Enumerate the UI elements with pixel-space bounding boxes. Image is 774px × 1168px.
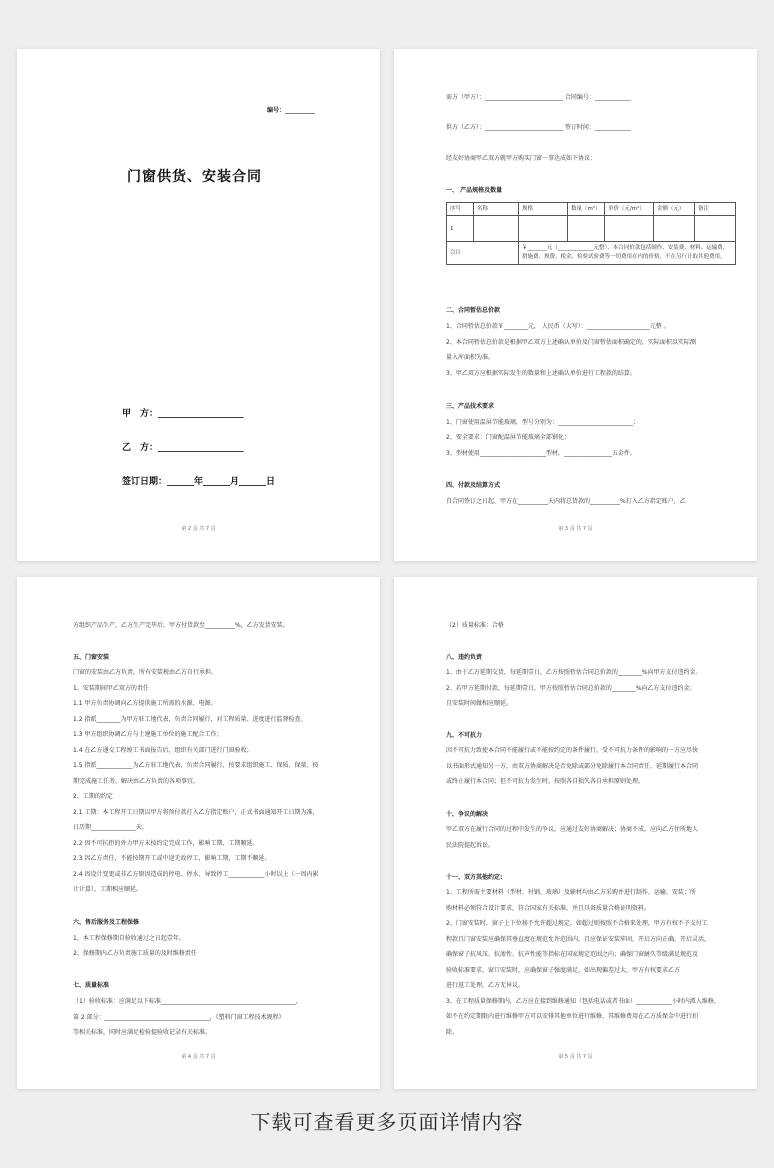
party-a-field: 甲 方：___________________ [122,409,244,419]
paragraph-line: 自合同签订之日起，甲方在__________天内将总货款的__________%打入乙方指定账户，乙 [446,498,686,505]
table-row [447,216,736,242]
paragraph-line: 1.5 指派____________为乙方驻工地代表，负责合同履行，按要求组织施工、保质、保量、按 [73,762,319,769]
paragraph-line: 2、保修期内乙方负责施工质量的及时维修责任 [73,950,197,957]
page-1 [17,49,380,561]
paragraph-line: 3、甲乙双方应根据实际发生的数量和上述确认单价进行工程款的结算。 [446,370,636,377]
table-cell [695,216,736,242]
paragraph-line: 且安装时间做相应顺延。 [446,700,513,707]
paragraph-line: 如不在约定期限内进行维修甲方可以安排其他单位进行维修，其维修费用在乙方质保金中进行扣 [446,1013,699,1020]
table-total-label: 合计 [447,242,519,265]
table-cell [474,216,519,242]
section-heading: 十、争议的解决 [446,811,489,818]
paragraph-line: 购材料必须符合设计要求，符合国家有关标准，并且具备质量合格证明资料。 [446,905,651,912]
paragraph-line: 或终止履行本合同；但不可抗力发生时，按照各自损失各自承担原则处理。 [446,778,645,785]
paragraph-line: 门窗的安装由乙方负责，所有安装税由乙方自行承担。 [73,669,218,676]
table-header-cell: 名称 [474,203,519,216]
table-header-cell: 单价（元/m²） [605,203,654,216]
paragraph-line: （2）质量标准：合格 [446,622,504,629]
paragraph-line: 2.2 因不可抗拒的外力甲方未按约定完成工作，影响工期，工期顺延。 [73,840,259,847]
page-footer: 第 2 页 共 7 页 [181,526,216,532]
paragraph-line: 以书面形式通知另一方，由双方协商解决是否免除或部分免除履行本合同责任、延期履行本合同 [446,763,699,770]
section-heading: 三、产品技术要求 [446,403,495,410]
paragraph-line: 1.3 甲方组织协调乙方与土建施工单位的施工配合工作； [73,731,223,738]
paragraph-line: 1、合同暂估总价款￥________元， 人民币（大写）：_____________________元整 。 [446,323,670,330]
paragraph-line: 1.4 在乙方递交工程竣工书面报告后，组织有关部门进行门窗验收； [73,747,253,754]
table-header-cell: 备注 [695,203,736,216]
paragraph-line: 验收标准要求，窗口安装时，应确保窗子强度满足，如出现偏差过大，甲方有权要求乙方 [446,967,681,974]
page-footer: 第 4 页 共 7 页 [181,1054,216,1060]
table-cell: 1 [447,216,474,242]
paragraph-line: 等相关标准，同时应满足检验提验收记录有关标准。 [73,1029,212,1036]
page-footer: 第 5 页 共 7 页 [558,1054,593,1060]
section-heading: 十一、双方其他约定: [446,874,503,881]
paragraph-line: 期完成施工任务，解决由乙方负责的各项事宜。 [73,778,200,785]
paragraph-line: 2、工期的约定 [73,793,113,800]
buyer-line: 需方（甲方）：__________________________ 合同编号：____________ [446,94,631,101]
section-heading: 一、 产品规格及数量 [446,187,503,194]
paragraph-line: 1.1 甲方负责协调向乙方提供施工所需的水源、电源。 [73,700,217,707]
section-heading: 七、质量标准 [73,982,110,989]
paragraph-line: 计计算），工期相应顺延。 [73,886,143,893]
paragraph-line: 因不可抗力致使本合同不能履行或不能按约定的条件履行，受不可抗力条件的影响的一方应尽快 [446,747,699,754]
seller-line: 供方（乙方）：__________________________ 签订时间：____________ [446,124,631,131]
product-table [446,202,736,265]
table-total-row [447,242,736,265]
table-header-cell: 金额（元） [654,203,695,216]
paragraph-line: 确保窗子抗风压、抗渗性、抗声性能等指标在国家规定范围之内；确保门窗耐久等级满足规范及 [446,951,699,958]
table-header-cell: 数量（m²） [568,203,605,216]
paragraph-line: 1.2 指派________为甲方驻工地代表，负责合同履行，对工程质量、进度进行监督检查。 [73,716,307,723]
paragraph-line: 2.4 因设计变更或非乙方原因造成的停电、停水、导致停工____________小时以上（一周内累 [73,871,319,878]
table-total-text: ￥_______元（_____________元整），本合同价款包括制作、安装费、材料、运输费、措施费、规费、税金、检验试验费等一切费用在内的价格，不在另行计取其他费用。 [519,242,736,265]
sign-date-field: 签订日期：______年______月______日 [122,477,276,487]
section-heading: 八、违约负责 [446,654,483,661]
intro-line: 经友好协商甲乙双方就甲方购买门窗一事达成如下协议： [446,155,597,162]
paragraph-line: 1、安装期间甲乙双方的责任 [73,685,149,692]
paragraph-line: 2、若甲方延期付款，每延期壹日，甲方按照暂估合同总价款的________%向乙方支付违约金； [446,685,696,692]
table-cell [605,216,654,242]
download-more-caption: 下载可查看更多页面详情内容 [250,1110,524,1134]
table-cell [519,216,568,242]
paragraph-line: 进行返工处理，乙方无异议。 [446,982,525,989]
page-footer: 第 3 页 共 7 页 [558,526,593,532]
paragraph-line: 2.1 工期：本工程开工日期以甲方将预付款打入乙方指定账户，正式书面通知开工日期为准， [73,809,319,816]
section-heading: 九、不可抗力 [446,732,483,739]
table-cell [568,216,605,242]
party-b-field: 乙 方：___________________ [122,443,244,453]
paragraph-line: 1、工程所需主要材料（型材、衬钢、玻璃）及辅材均由乙方采购并进行制作、运输、安装；所 [446,889,696,896]
paragraph-line: 日历期_______________天。 [73,824,149,831]
paragraph-line: （1）验收标准：应满足以下标准_____________________________________________， [73,998,302,1005]
page-3 [17,577,380,1089]
paragraph-line: 3、在工程质量保修期内，乙方应在接到维修通知（包括电话或者书面）____________小时内派人维修， [446,998,720,1005]
paragraph-line: 2、本合同暂估总价款是根据甲乙双方上述确认单价及门窗暂估面积确定的，实际面积以实际测 [446,339,696,346]
paragraph-line: 2、安全要求：门窗配温屏节能玻璃全部钢化； [446,434,570,441]
section-heading: 四、付款及结算方式 [446,482,501,489]
page-4 [394,577,757,1089]
section-heading: 六、售后服务及工程保修 [73,919,140,926]
page-2 [394,49,757,561]
table-header-row [447,203,736,216]
table-header-cell: 序号 [447,203,474,216]
paragraph-line: 程款且门窗安装应确保其垂直度在规范允许范围内，且应保证安装牢固，开启方向正确，开启灵活， [446,936,711,943]
table-cell [654,216,695,242]
contract-title: 门窗供货、安装合同 [127,169,262,185]
paragraph-line: 2、门窗安装时，窗子上下位移不允许超过规定，如超过则按照不合格来处理，甲方有权不予支付工 [446,920,708,927]
paragraph-line: 3、型材使用______________________型材，________________五金件。 [446,450,636,457]
paragraph-line: 甲乙双方在履行合同的过程中发生的争议，应通过友好协商解决；协商不成，应向乙方住所地人 [446,826,699,833]
table-header-cell: 规格 [519,203,568,216]
paragraph-line: 方组织产品生产，乙方生产完毕后，甲方付货款至__________%，乙方发货安装。 [73,622,289,629]
paragraph-line: 1、本工程保修期自验收通过之日起壹年。 [73,935,185,942]
paragraph-line: 量入库面积为准。 [446,354,495,361]
paragraph-line: 民法院提起诉讼。 [446,842,495,849]
paragraph-line: 1、门窗使用温屏节能玻璃，型号分别为：_________________________； [446,419,639,426]
paragraph-line: 除。 [446,1029,459,1036]
section-heading: 二、合同暂估总价款 [446,307,501,314]
paragraph-line: 2.3 因乙方责任，不能按期开工或中途无故停工，影响工期，工期不顺延。 [73,855,271,862]
paragraph-line: 1、由于乙方延期交货，每延期壹日，乙方按照暂估合同总价款的________%向甲方支付违约金。 [446,669,702,676]
contract-code-label: 编号：__________ [267,107,316,114]
section-heading: 五、门窗安装 [73,654,110,661]
paragraph-line: 第 2 部分：___________________________________，《塑料门窗工程技术规程》 [73,1014,285,1021]
